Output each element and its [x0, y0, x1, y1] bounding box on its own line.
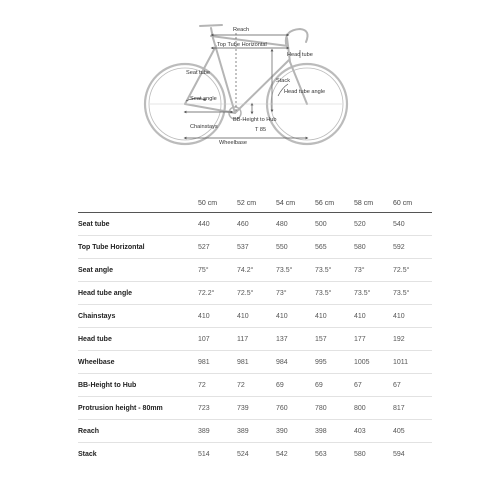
table-cell: 440: [198, 213, 237, 236]
table-row: [78, 374, 432, 397]
table-cell: 460: [237, 213, 276, 236]
table-cell: 73.5°: [393, 282, 432, 305]
label-chainstays: Chainstays: [190, 124, 218, 130]
table-row: [78, 259, 432, 282]
table-cell: 520: [354, 213, 393, 236]
table-cell: 550: [276, 236, 315, 259]
table-row: [78, 282, 432, 305]
table-cell: 540: [393, 213, 432, 236]
table-cell: 389: [198, 420, 237, 443]
table-cell: 73.5°: [315, 259, 354, 282]
label-wheelbase: Wheelbase: [219, 140, 247, 146]
label-reach: Reach: [233, 27, 250, 33]
table-cell: 580: [354, 236, 393, 259]
table-cell: 524: [237, 450, 249, 458]
table-cell: 995: [315, 351, 354, 374]
table-cell: 192: [393, 328, 432, 351]
size-header: 56 cm: [315, 195, 354, 213]
size-header: 50 cm: [198, 195, 237, 213]
table-cell: 514: [198, 450, 210, 458]
table-cell: 72.5°: [237, 282, 276, 305]
table-cell: 563: [315, 450, 327, 458]
table-cell: 592: [393, 236, 432, 259]
size-header: 52 cm: [237, 195, 276, 213]
table-cell: 723: [198, 397, 237, 420]
table-cell: 739: [237, 397, 276, 420]
diagram-labels: [186, 27, 325, 146]
table-row: [78, 305, 432, 328]
table-cell: 73.5°: [354, 282, 393, 305]
geometry-table-body: [78, 213, 432, 466]
table-cell: 137: [276, 328, 315, 351]
table-cell: 817: [393, 397, 432, 420]
bike-geometry-diagram: [0, 0, 500, 160]
row-label: Protrusion height - 80mm: [78, 397, 198, 420]
table-cell: 72.5°: [393, 259, 432, 282]
row-label: Stack: [78, 450, 97, 458]
table-cell: 1011: [393, 351, 432, 374]
row-label: Seat tube: [78, 213, 198, 236]
table-cell: 410: [237, 305, 276, 328]
table-cell: 594: [393, 450, 405, 458]
label-bb-height-to-hub: BB-Height to Hub: [233, 117, 277, 123]
table-cell: 542: [276, 450, 288, 458]
table-row: [78, 397, 432, 420]
table-cell: 72: [198, 374, 237, 397]
size-header-row: [78, 195, 432, 213]
table-cell: 107: [198, 328, 237, 351]
table-row: [78, 443, 432, 466]
label-top-tube-horizontal: Top Tube Horizontal: [217, 42, 267, 48]
row-label: Chainstays: [78, 305, 198, 328]
label-seat-angle: Seat angle: [190, 96, 217, 102]
table-cell: 565: [315, 236, 354, 259]
size-header: 58 cm: [354, 195, 393, 213]
table-cell: 780: [315, 397, 354, 420]
table-cell: 410: [393, 305, 432, 328]
table-cell: 73.5°: [315, 282, 354, 305]
header-spacer: [78, 195, 198, 213]
table-cell: 72.2°: [198, 282, 237, 305]
size-header: 54 cm: [276, 195, 315, 213]
table-cell: 537: [237, 236, 276, 259]
table-cell: 403: [354, 420, 393, 443]
geometry-table: [78, 195, 432, 466]
size-header: 60 cm: [393, 195, 432, 213]
table-cell: 389: [237, 420, 276, 443]
table-cell: 72: [237, 374, 276, 397]
table-cell: 984: [276, 351, 315, 374]
row-label: Seat angle: [78, 259, 198, 282]
table-cell: 390: [276, 420, 315, 443]
table-cell: 398: [315, 420, 354, 443]
table-cell: 73°: [354, 259, 393, 282]
table-cell: 177: [354, 328, 393, 351]
row-label: Top Tube Horizontal: [78, 236, 198, 259]
table-row: [78, 213, 432, 236]
table-cell: 410: [276, 305, 315, 328]
table-cell: 981: [198, 351, 237, 374]
table-cell: 67: [393, 374, 432, 397]
label-stack: Stack: [276, 78, 290, 84]
table-cell: 69: [315, 374, 354, 397]
table-row: [78, 420, 432, 443]
row-label: BB-Height to Hub: [78, 374, 198, 397]
table-cell: 69: [276, 374, 315, 397]
table-cell: 800: [354, 397, 393, 420]
table-row: [78, 236, 432, 259]
table-cell: 410: [354, 305, 393, 328]
label-head-tube: Head tube: [287, 52, 313, 58]
row-label: Wheelbase: [78, 351, 198, 374]
label-seat-tube: Seat tube: [186, 70, 210, 76]
table-cell: 500: [315, 213, 354, 236]
table-cell: 117: [237, 328, 276, 351]
table-cell: 981: [237, 351, 276, 374]
table-cell: 405: [393, 420, 432, 443]
table-cell: 760: [276, 397, 315, 420]
table-row: [78, 351, 432, 374]
table-cell: 527: [198, 236, 237, 259]
row-label: Head tube angle: [78, 282, 198, 305]
table-cell: 580: [354, 450, 366, 458]
label-head-tube-angle: Head tube angle: [284, 89, 326, 95]
label-t85: T 85: [255, 127, 267, 133]
table-cell: 410: [315, 305, 354, 328]
table-cell: 410: [198, 305, 237, 328]
table-row: [78, 328, 432, 351]
table-cell: 75°: [198, 259, 237, 282]
table-cell: 480: [276, 213, 315, 236]
row-label: Reach: [78, 420, 198, 443]
table-cell: 73.5°: [276, 259, 315, 282]
table-cell: 1005: [354, 351, 393, 374]
table-cell: 157: [315, 328, 354, 351]
table-cell: 74.2°: [237, 259, 276, 282]
table-cell: 67: [354, 374, 393, 397]
table-cell: 73°: [276, 282, 315, 305]
row-label: Head tube: [78, 328, 198, 351]
